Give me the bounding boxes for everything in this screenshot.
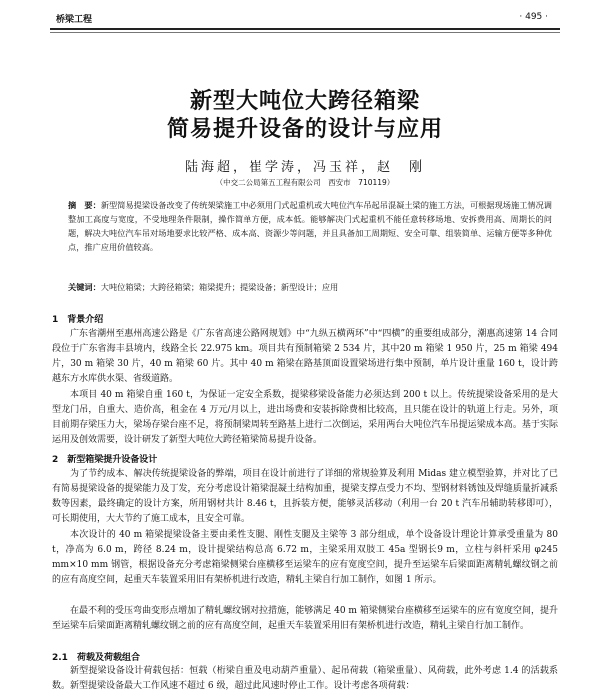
title-line-1: 新型大吨位大跨径箱梁 (189, 89, 420, 114)
author-affiliation: （中交二公局第五工程有限公司 西安市 710119） (215, 178, 395, 187)
paragraph-2-1-1: 新型提梁设备设计荷载包括：恒载（桁梁自重及电动葫芦重量）、起吊荷载（箱梁重量）、风荷载，此外考虑 1.4 的活载系数。新型提梁设备最大工作风速不超过 6 级，超过此风速时停止工作。设计考虑各项荷载： (52, 666, 558, 691)
section-heading-2-1: 2.1 荷载及荷载组合 (52, 653, 140, 663)
section-heading-2: 2 新型箱梁提升设备设计 (52, 455, 158, 465)
abstract-text: 新型简易提梁设备改变了传统架梁施工中必须用门式起重机或大吨位汽车吊起吊混凝土梁的施工方法，可根据现场施工情况调整加工高度与宽度，不受地理条件限制，操作简单方便，成本低。能够解决门式起重机不能任意转移场地、安拆费用高、周期长的问题，解决大吨位汽车吊对场地要求比较严格、成本高、资源少等问题，并且具备加工周期短、安全可靠、组装简单、运输方便等多种优点，推广应用价值较高。 (68, 200, 552, 252)
title-line-2: 简易提升设备的设计与应用 (166, 117, 443, 142)
journal-name: 桥梁工程 (56, 15, 93, 25)
keywords-text: 大吨位箱梁；大跨径箱梁；箱梁提升；提梁设备；新型设计；应用 (100, 282, 339, 292)
keywords-label: 关键词： (68, 282, 101, 292)
paragraph-2-1: 为了节约成本、解决传统提梁设备的弊端，项目在设计前进行了详细的常规验算及利用 Midas 建立模型验算，并对比了已有简易提梁设备的提梁能力及丁发，充分考虑设计箱梁混凝土结构加重，提梁支撑点受力不均、型钢材料锈蚀及焊缝质量折减系数等因素，最终确定的设计方案，所用钢材共计 8.46 t，且拆装方便，能够灵活移动（利用一台 20 t 汽车吊辅助转移即可），可长期使用，大大节约了施工成本，且安全可靠。 (52, 469, 558, 524)
abstract (68, 198, 552, 254)
page-number: · 495 · (519, 12, 548, 22)
paragraph-1-2: 本项目 40 m 箱梁自重 160 t，为保证一定安全系数，提梁移梁设备能力必须达到 200 t 以上。传统提梁设备采用的是大型龙门吊，自重大、造价高，租金在 4 万元/月以上，进出场费和安装拆除费相比较高，且只能在设计的轨道上行走。另外，项目前期存梁压力大，梁场存梁台座不足，将预制梁周转至路基上进行二次倒运，采用两台大吨位汽车吊提运梁成本高。基于实际运用及创效需要，设计研发了新型大吨位大跨径箱梁简易提升设备。 (52, 390, 558, 445)
article-title (60, 88, 550, 144)
keywords (68, 280, 552, 294)
section-heading-1: 1 背景介绍 (52, 315, 104, 325)
paragraph-1-1: 广东省潮州至惠州高速公路是《广东省高速公路网规划》中“九纵五横两环”中“四横”的重要组成部分，潮惠高速第 14 合同段位于广东省海丰县境内，线路全长 22.975 km。项目共有预制箱梁 2 534 片，其中20 m 箱梁 1 950 片，25 m 箱梁 494 片，30 m 箱梁 30 片，40 m 箱梁 60 片。其中 40 m 箱梁在路基顶面设置梁场进行集中预制，单片设计重量 160 t，设计跨越东方水库供水渠、省级道路。 (52, 329, 558, 384)
abstract-label: 摘 要： (68, 200, 101, 210)
author-list: 陆海超，崔学涛，冯玉祥，赵 刚 (184, 160, 425, 175)
running-header (50, 10, 560, 30)
header-divider (50, 32, 560, 33)
paragraph-2-3: 在最不利的受压弯曲变形点增加了精轧螺纹钢对拉措施，能够满足 40 m 箱梁侧梁台座横移至运梁车的应有宽度空间，提升至运梁车后梁面距离精轧螺纹钢之前的应有高度空间，起重天车装置采用旧有架桥机进行改造，精轧主梁自行加工制作。 (52, 606, 558, 631)
paragraph-2-2: 本次设计的 40 m 箱梁提梁设备主要由柔性支腿、刚性支腿及主梁等 3 部分组成，单个设备设计理论计算承受重量为 80 t，净高为 6.0 m，跨径 8.24 m，设计提梁结构总高 6.72 m，主梁采用双肢工 45a 型钢长9 m，立柱与斜杆采用 φ245 mm×10 mm 钢管，根据设备充分考虑箱梁侧梁台座横移至运梁车的应有宽度空间，提升至运梁车后梁面距离精轧螺纹钢之前的应有高度空间，起重天车装置采用旧有架桥机进行改造，精轧主梁自行加工制作，如图 1 所示。 (52, 530, 558, 585)
